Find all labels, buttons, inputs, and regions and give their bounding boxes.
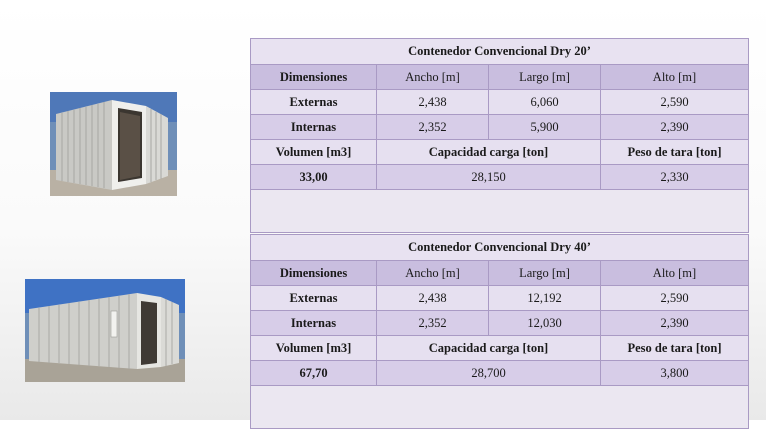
cell-largo: 12,192 [489, 286, 601, 311]
row-label: Externas [251, 90, 377, 115]
header-volumen: Volumen [m3] [251, 336, 377, 361]
header-peso-tara: Peso de tara [ton] [601, 140, 749, 165]
value-volumen: 33,00 [251, 165, 377, 190]
cell-largo: 12,030 [489, 311, 601, 336]
cell-alto: 2,590 [601, 286, 749, 311]
table-row [251, 165, 749, 190]
header-capacidad: Capacidad carga [ton] [377, 336, 601, 361]
header-ancho: Ancho [m] [377, 261, 489, 286]
container-40-photo [25, 279, 185, 382]
header-capacidad: Capacidad carga [ton] [377, 140, 601, 165]
value-peso-tara: 3,800 [601, 361, 749, 386]
table-title: Contenedor Convencional Dry 20’ [251, 39, 749, 65]
cell-ancho: 2,352 [377, 115, 489, 140]
table-row [251, 311, 749, 336]
container-20-photo [50, 92, 177, 196]
cell-alto: 2,390 [601, 311, 749, 336]
value-volumen: 67,70 [251, 361, 377, 386]
cell-ancho: 2,352 [377, 311, 489, 336]
header-alto: Alto [m] [601, 261, 749, 286]
table-row [251, 115, 749, 140]
container-20-table [250, 38, 749, 233]
header-peso-tara: Peso de tara [ton] [601, 336, 749, 361]
container-40-table [250, 234, 749, 429]
cell-largo: 6,060 [489, 90, 601, 115]
value-capacidad: 28,150 [377, 165, 601, 190]
header-largo: Largo [m] [489, 65, 601, 90]
cell-largo: 5,900 [489, 115, 601, 140]
row-label: Internas [251, 115, 377, 140]
value-capacidad: 28,700 [377, 361, 601, 386]
spacer-row [251, 386, 749, 429]
cell-ancho: 2,438 [377, 90, 489, 115]
header-volumen: Volumen [m3] [251, 140, 377, 165]
spacer-row [251, 190, 749, 233]
cell-alto: 2,590 [601, 90, 749, 115]
header-alto: Alto [m] [601, 65, 749, 90]
table-title: Contenedor Convencional Dry 40’ [251, 235, 749, 261]
row-label: Externas [251, 286, 377, 311]
table-row [251, 361, 749, 386]
row-label: Internas [251, 311, 377, 336]
value-peso-tara: 2,330 [601, 165, 749, 190]
header-ancho: Ancho [m] [377, 65, 489, 90]
cell-alto: 2,390 [601, 115, 749, 140]
header-largo: Largo [m] [489, 261, 601, 286]
cell-ancho: 2,438 [377, 286, 489, 311]
header-dimensiones: Dimensiones [251, 261, 377, 286]
table-row [251, 286, 749, 311]
table-row [251, 90, 749, 115]
header-dimensiones: Dimensiones [251, 65, 377, 90]
